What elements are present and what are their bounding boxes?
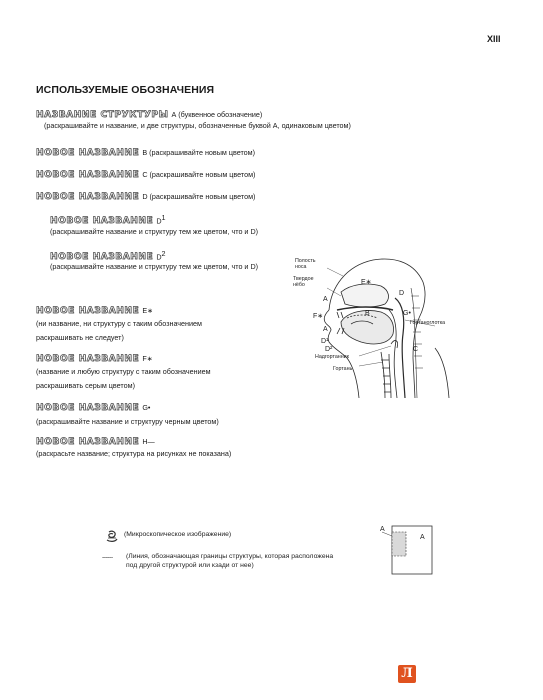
publisher-logo: Л (398, 665, 416, 683)
outlined-name: НОВОЕ НАЗВАНИЕ (36, 192, 140, 202)
letter-d1: D¹ (321, 338, 329, 345)
outlined-name: НОВОЕ НАЗВАНИЕ (50, 252, 154, 263)
entry-superscript: ∗ (146, 354, 153, 363)
legend-entry-structure (36, 110, 262, 120)
dashed-line-symbol: ------ (102, 554, 113, 561)
entry-letter: D (156, 252, 162, 262)
outlined-name: НОВОЕ НАЗВАНИЕ (36, 403, 140, 413)
box-label-big: A (420, 534, 425, 541)
page-heading: ИСПОЛЬЗУЕМЫЕ ОБОЗНАЧЕНИЯ (36, 84, 215, 96)
letter-e: E∗ (361, 279, 372, 286)
microscope-icon (104, 528, 120, 549)
entry-letter: E (142, 306, 148, 315)
letter-a-bottom: A (323, 326, 328, 333)
entry-note: (раскрасьте название; структура на рисунках не показана) (36, 449, 232, 458)
legend-dashed-line-1: (Линия, обозначающая границы структуры, которая расположена (126, 553, 334, 560)
page-number: XIII (487, 34, 501, 44)
outlined-name: НАЗВАНИЕ СТРУКТУРЫ (36, 110, 169, 120)
legend-entry-new-f (36, 354, 153, 364)
entry-note: (раскрашивайте и название, и две структуры, обозначенные буквой A, одинаковым цветом) (44, 121, 351, 130)
letter-g: G• (403, 310, 411, 317)
entry-letter: C (142, 170, 148, 179)
legend-entry-new-b (36, 148, 255, 158)
box-label-small: A (380, 526, 385, 533)
entry-text: (буквенное обозначение) (176, 110, 263, 119)
legend-entry-new-h (36, 437, 155, 447)
overlap-box-illustration (378, 522, 438, 578)
letter-a-top: A (323, 296, 328, 303)
letter-f: F∗ (313, 313, 324, 320)
letter-d: D (399, 290, 405, 297)
label-epiglottis: Надгортанник (315, 354, 349, 360)
entry-letter: A (171, 110, 177, 119)
entry-superscript: • (147, 403, 151, 412)
entry-superscript: — (147, 437, 155, 446)
entry-note: (раскрашивайте название и структуру тем же цветом, что и D) (50, 262, 259, 271)
entry-note-line1: (ни название, ни структуру с таким обозначением (36, 319, 202, 328)
letter-c: C (413, 346, 419, 353)
label-larynx: Гортань (333, 366, 353, 372)
entry-note: (раскрашивайте название и структуру черным цветом) (36, 417, 219, 426)
outlined-name: НОВОЕ НАЗВАНИЕ (36, 437, 140, 447)
head-neck-diagram (285, 248, 485, 403)
head-sagittal-illustration (285, 248, 485, 398)
entry-superscript: ∗ (147, 306, 154, 315)
entry-text: (раскрашивайте новым цветом) (147, 148, 256, 157)
legend-entry-new-d1 (50, 213, 166, 226)
entry-note-line2: раскрашивать не следует) (36, 333, 124, 342)
entry-note-line1: (название и любую структуру с таким обозначением (36, 367, 211, 376)
entry-letter: D (156, 216, 162, 226)
entry-letter: F (142, 354, 147, 363)
outlined-name: НОВОЕ НАЗВАНИЕ (36, 170, 140, 180)
label-hard-palate: Твердое нёбо (293, 276, 314, 288)
label-nasal-cavity: Полость носа (295, 258, 316, 270)
legend-entry-new-g (36, 403, 150, 413)
letter-b: B (365, 310, 370, 317)
entry-letter: D (142, 192, 148, 201)
entry-text: (раскрашивайте новым цветом) (147, 170, 256, 179)
legend-entry-new-c (36, 170, 255, 180)
legend-entry-new-d2 (50, 249, 166, 262)
outlined-name: НОВОЕ НАЗВАНИЕ (36, 354, 140, 364)
entry-letter: H (142, 437, 148, 446)
letter-d2: D² (325, 346, 333, 353)
label-laryngopharynx: Гортаноглотка (410, 320, 446, 326)
entry-letter: G (142, 403, 148, 412)
entry-superscript: 2 (161, 249, 166, 258)
legend-dashed-line-2: под другой структурой или кзади от нее) (126, 562, 254, 569)
entry-letter: B (142, 148, 148, 157)
legend-entry-new-e (36, 306, 153, 316)
legend-microscopic: (Микроскопическое изображение) (124, 531, 232, 538)
legend-entry-new-d (36, 192, 255, 202)
outlined-name: НОВОЕ НАЗВАНИЕ (36, 306, 140, 316)
entry-text: (раскрашивайте новым цветом) (147, 192, 256, 201)
entry-note-line2: раскрашивать серым цветом) (36, 381, 135, 390)
entry-superscript: 1 (161, 213, 166, 222)
outlined-name: НОВОЕ НАЗВАНИЕ (50, 216, 154, 227)
outlined-name: НОВОЕ НАЗВАНИЕ (36, 148, 140, 158)
entry-note: (раскрашивайте название и структуру тем же цветом, что и D) (50, 227, 259, 236)
